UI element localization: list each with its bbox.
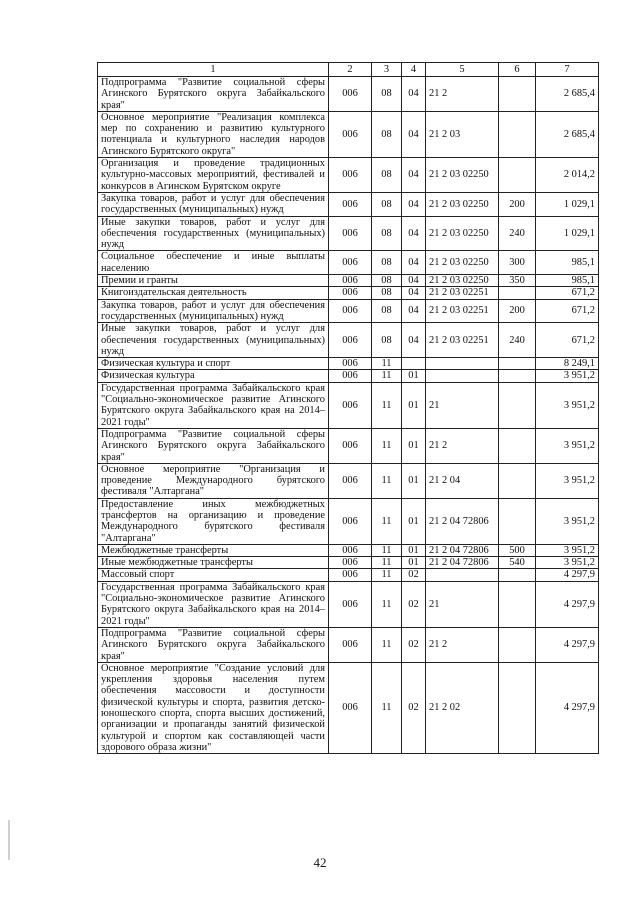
table-row	[98, 323, 599, 358]
cell-grbs: 006	[329, 463, 372, 498]
cell-target-article: 21 2 03 02251	[426, 299, 499, 323]
cell-expense-type	[499, 627, 536, 662]
cell-expense-type	[499, 662, 536, 753]
cell-section: 08	[372, 158, 402, 193]
cell-target-article: 21 2 03 02251	[426, 287, 499, 299]
cell-target-article: 21	[426, 581, 499, 627]
cell-section: 08	[372, 323, 402, 358]
header-col-4: 4	[402, 63, 426, 77]
table-row	[98, 581, 599, 627]
cell-subsection: 04	[402, 323, 426, 358]
cell-grbs: 006	[329, 662, 372, 753]
cell-grbs: 006	[329, 77, 372, 112]
cell-subsection: 04	[402, 299, 426, 323]
cell-expense-type: 300	[499, 251, 536, 275]
table-row	[98, 463, 599, 498]
table-row	[98, 192, 599, 216]
cell-section: 08	[372, 287, 402, 299]
cell-amount: 4 297,9	[536, 627, 599, 662]
cell-amount: 3 951,2	[536, 544, 599, 556]
cell-name: Основное мероприятие "Создание условий для укрепления здоровья населения путем обеспечения массовости и доступности физической культуры и спорта, развития детско-юношеского спорта, спорта высших достижений, организации и пропаганды занятий физической культурой и спортом как составляющей части здорового образа жизни"	[98, 662, 329, 753]
cell-grbs: 006	[329, 627, 372, 662]
table-row	[98, 287, 599, 299]
cell-amount: 3 951,2	[536, 382, 599, 428]
cell-subsection: 01	[402, 382, 426, 428]
cell-section: 08	[372, 77, 402, 112]
cell-section: 08	[372, 216, 402, 251]
cell-subsection: 04	[402, 216, 426, 251]
table-row	[98, 544, 599, 556]
cell-name: Иные межбюджетные трансферты	[98, 557, 329, 569]
cell-target-article: 21 2 04 72806	[426, 544, 499, 556]
scan-margin-mark	[8, 820, 10, 860]
cell-name: Государственная программа Забайкальского края "Социально-экономическое развитие Агинского Бурятского округа Забайкальского края на 2014–2021 годы"	[98, 581, 329, 627]
cell-amount: 3 951,2	[536, 428, 599, 463]
cell-expense-type: 240	[499, 216, 536, 251]
table-row	[98, 557, 599, 569]
cell-grbs: 006	[329, 581, 372, 627]
cell-expense-type	[499, 428, 536, 463]
cell-section: 08	[372, 275, 402, 287]
cell-name: Организация и проведение традиционных культурно-массовых мероприятий, фестивалей и конкурсов в Агинском Бурятском округе	[98, 158, 329, 193]
cell-target-article: 21 2 04 72806	[426, 498, 499, 544]
cell-subsection: 02	[402, 581, 426, 627]
table-row	[98, 158, 599, 193]
cell-name: Иные закупки товаров, работ и услуг для обеспечения государственных (муниципальных) нужд	[98, 323, 329, 358]
cell-name: Подпрограмма "Развитие социальной сферы Агинского Бурятского округа Забайкальского края"	[98, 627, 329, 662]
header-col-1: 1	[98, 63, 329, 77]
cell-section: 08	[372, 299, 402, 323]
table-row	[98, 111, 599, 157]
cell-expense-type	[499, 287, 536, 299]
cell-subsection: 04	[402, 251, 426, 275]
cell-grbs: 006	[329, 287, 372, 299]
cell-grbs: 006	[329, 275, 372, 287]
cell-grbs: 006	[329, 428, 372, 463]
cell-grbs: 006	[329, 544, 372, 556]
cell-name: Подпрограмма "Развитие социальной сферы Агинского Бурятского округа Забайкальского края"	[98, 77, 329, 112]
cell-expense-type: 500	[499, 544, 536, 556]
table-row	[98, 275, 599, 287]
cell-expense-type	[499, 77, 536, 112]
cell-name: Предоставление иных межбюджетных трансфертов на организацию и проведение Международного бурятского фестиваля "Алтаргана"	[98, 498, 329, 544]
cell-subsection: 04	[402, 287, 426, 299]
cell-subsection: 01	[402, 428, 426, 463]
cell-name: Закупка товаров, работ и услуг для обеспечения государственных (муниципальных) нужд	[98, 299, 329, 323]
cell-expense-type	[499, 111, 536, 157]
cell-expense-type	[499, 581, 536, 627]
cell-subsection: 04	[402, 275, 426, 287]
cell-amount: 671,2	[536, 323, 599, 358]
cell-amount: 2 685,4	[536, 77, 599, 112]
cell-amount: 3 951,2	[536, 463, 599, 498]
cell-amount: 2 685,4	[536, 111, 599, 157]
cell-grbs: 006	[329, 557, 372, 569]
cell-grbs: 006	[329, 158, 372, 193]
cell-target-article: 21 2	[426, 77, 499, 112]
cell-subsection: 04	[402, 158, 426, 193]
cell-name: Книгоиздательская деятельность	[98, 287, 329, 299]
cell-expense-type	[499, 569, 536, 581]
cell-target-article: 21 2	[426, 627, 499, 662]
cell-name: Премии и гранты	[98, 275, 329, 287]
cell-subsection: 04	[402, 192, 426, 216]
table-row	[98, 428, 599, 463]
cell-target-article: 21 2	[426, 428, 499, 463]
cell-subsection	[402, 358, 426, 370]
cell-subsection: 02	[402, 627, 426, 662]
cell-amount: 3 951,2	[536, 370, 599, 382]
cell-name: Иные закупки товаров, работ и услуг для обеспечения государственных (муниципальных) нужд	[98, 216, 329, 251]
cell-name: Массовый спорт	[98, 569, 329, 581]
table-row	[98, 662, 599, 753]
header-col-7: 7	[536, 63, 599, 77]
cell-expense-type: 350	[499, 275, 536, 287]
cell-expense-type	[499, 382, 536, 428]
cell-amount: 985,1	[536, 275, 599, 287]
cell-section: 11	[372, 370, 402, 382]
page-number: 42	[313, 855, 327, 870]
cell-section: 08	[372, 111, 402, 157]
cell-subsection: 01	[402, 370, 426, 382]
cell-target-article	[426, 358, 499, 370]
cell-target-article: 21 2 02	[426, 662, 499, 753]
header-col-5: 5	[426, 63, 499, 77]
cell-name: Закупка товаров, работ и услуг для обеспечения государственных (муниципальных) нужд	[98, 192, 329, 216]
cell-subsection: 04	[402, 111, 426, 157]
cell-grbs: 006	[329, 370, 372, 382]
cell-target-article	[426, 569, 499, 581]
cell-section: 11	[372, 498, 402, 544]
cell-target-article: 21 2 03 02250	[426, 192, 499, 216]
cell-amount: 4 297,9	[536, 581, 599, 627]
cell-amount: 3 951,2	[536, 557, 599, 569]
cell-name: Государственная программа Забайкальского края "Социально-экономическое развитие Агинского Бурятского округа Забайкальского края на 2014–2021 годы"	[98, 382, 329, 428]
cell-target-article: 21	[426, 382, 499, 428]
cell-section: 11	[372, 544, 402, 556]
cell-expense-type: 240	[499, 323, 536, 358]
header-col-2: 2	[329, 63, 372, 77]
cell-expense-type: 200	[499, 299, 536, 323]
table-row	[98, 498, 599, 544]
cell-amount: 4 297,9	[536, 662, 599, 753]
cell-name: Физическая культура и спорт	[98, 358, 329, 370]
cell-expense-type	[499, 498, 536, 544]
cell-amount: 4 297,9	[536, 569, 599, 581]
cell-amount: 985,1	[536, 251, 599, 275]
cell-section: 11	[372, 627, 402, 662]
cell-amount: 2 014,2	[536, 158, 599, 193]
cell-amount: 8 249,1	[536, 358, 599, 370]
table-row	[98, 370, 599, 382]
cell-subsection: 04	[402, 77, 426, 112]
cell-grbs: 006	[329, 251, 372, 275]
cell-expense-type	[499, 463, 536, 498]
table-row	[98, 299, 599, 323]
cell-grbs: 006	[329, 216, 372, 251]
cell-target-article: 21 2 03	[426, 111, 499, 157]
cell-section: 11	[372, 463, 402, 498]
cell-target-article: 21 2 03 02250	[426, 216, 499, 251]
cell-grbs: 006	[329, 358, 372, 370]
cell-name: Межбюджетные трансферты	[98, 544, 329, 556]
cell-section: 11	[372, 569, 402, 581]
cell-name: Социальное обеспечение и иные выплаты населению	[98, 251, 329, 275]
cell-section: 08	[372, 251, 402, 275]
cell-subsection: 02	[402, 569, 426, 581]
table-row	[98, 382, 599, 428]
cell-name: Основное мероприятие "Реализация комплекса мер по сохранению и развитию культурного потенциала и культурного наследия народов Агинского Бурятского округа"	[98, 111, 329, 157]
table-row	[98, 216, 599, 251]
cell-expense-type: 200	[499, 192, 536, 216]
cell-amount: 671,2	[536, 287, 599, 299]
cell-target-article	[426, 370, 499, 382]
header-col-3: 3	[372, 63, 402, 77]
cell-amount: 3 951,2	[536, 498, 599, 544]
header-col-6: 6	[499, 63, 536, 77]
cell-subsection: 01	[402, 498, 426, 544]
cell-grbs: 006	[329, 111, 372, 157]
cell-target-article: 21 2 04	[426, 463, 499, 498]
cell-grbs: 006	[329, 498, 372, 544]
cell-subsection: 01	[402, 463, 426, 498]
cell-expense-type	[499, 158, 536, 193]
cell-target-article: 21 2 03 02250	[426, 158, 499, 193]
cell-name: Основное мероприятие "Организация и проведение Международного бурятского фестиваля "Алтаргана"	[98, 463, 329, 498]
cell-section: 11	[372, 662, 402, 753]
table-row	[98, 251, 599, 275]
cell-subsection: 01	[402, 557, 426, 569]
cell-grbs: 006	[329, 382, 372, 428]
cell-target-article: 21 2 04 72806	[426, 557, 499, 569]
cell-subsection: 01	[402, 544, 426, 556]
cell-name: Подпрограмма "Развитие социальной сферы Агинского Бурятского округа Забайкальского края"	[98, 428, 329, 463]
table-row	[98, 627, 599, 662]
cell-amount: 1 029,1	[536, 192, 599, 216]
budget-table	[97, 62, 599, 754]
cell-amount: 671,2	[536, 299, 599, 323]
cell-name: Физическая культура	[98, 370, 329, 382]
table-row	[98, 358, 599, 370]
table-body	[98, 77, 599, 754]
cell-grbs: 006	[329, 299, 372, 323]
cell-section: 11	[372, 428, 402, 463]
cell-expense-type	[499, 358, 536, 370]
cell-expense-type: 540	[499, 557, 536, 569]
cell-grbs: 006	[329, 323, 372, 358]
table-header-row	[98, 63, 599, 77]
cell-expense-type	[499, 370, 536, 382]
table-row	[98, 569, 599, 581]
table-row	[98, 77, 599, 112]
cell-section: 11	[372, 382, 402, 428]
cell-section: 08	[372, 192, 402, 216]
cell-target-article: 21 2 03 02251	[426, 323, 499, 358]
cell-target-article: 21 2 03 02250	[426, 275, 499, 287]
cell-section: 11	[372, 358, 402, 370]
cell-grbs: 006	[329, 192, 372, 216]
cell-section: 11	[372, 557, 402, 569]
cell-subsection: 02	[402, 662, 426, 753]
cell-target-article: 21 2 03 02250	[426, 251, 499, 275]
cell-grbs: 006	[329, 569, 372, 581]
cell-section: 11	[372, 581, 402, 627]
cell-amount: 1 029,1	[536, 216, 599, 251]
